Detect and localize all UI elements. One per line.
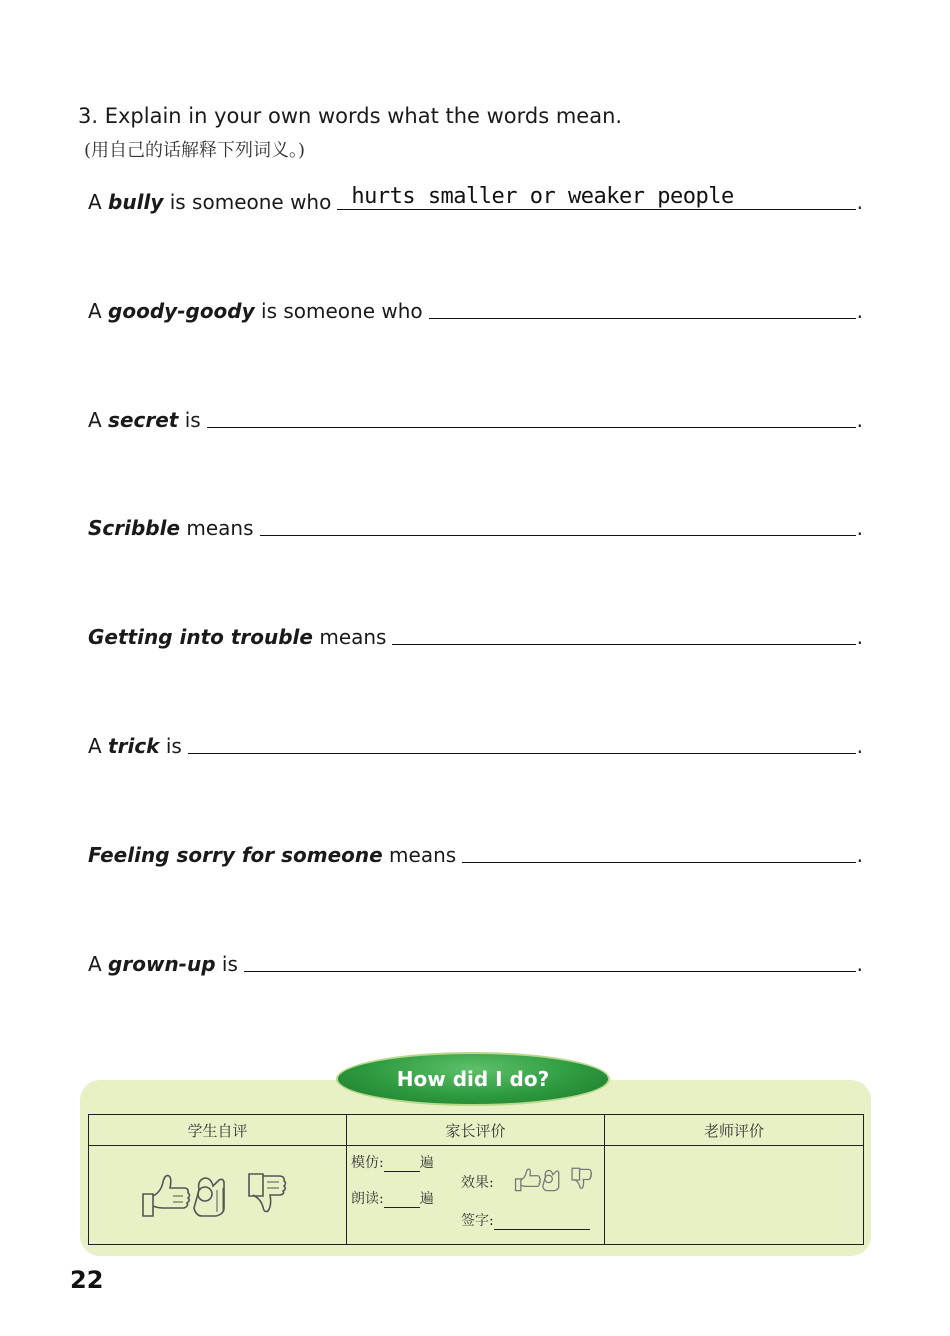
line-end: . <box>856 190 863 214</box>
row-suffix: is someone who <box>254 299 423 323</box>
row-prefix: A <box>88 190 109 214</box>
row-prefix: A <box>88 299 109 323</box>
effect-label: 效果: <box>461 1175 494 1191</box>
rating-icons <box>137 1166 297 1226</box>
row-suffix: is <box>159 734 182 758</box>
question-subheading: (用自己的话解释下列词义。) <box>84 140 306 161</box>
answer-field[interactable] <box>188 731 856 754</box>
evaluation-table <box>88 1114 864 1245</box>
row-term: Getting into trouble <box>88 625 313 649</box>
line-end: . <box>856 408 863 432</box>
thumbs-up-icon[interactable] <box>516 1169 541 1191</box>
imitate-count-field[interactable] <box>384 1155 420 1172</box>
row-term: trick <box>108 734 160 758</box>
evaluation-title: How did I do? <box>396 1067 550 1091</box>
imitate-line <box>351 1152 434 1172</box>
row-suffix: means <box>312 625 387 649</box>
line-end: . <box>856 299 863 323</box>
answer-field[interactable] <box>392 622 855 645</box>
answer-field[interactable] <box>337 184 855 210</box>
read-line <box>351 1188 434 1208</box>
page-number: 22 <box>70 1266 104 1294</box>
answer-field[interactable] <box>260 513 856 536</box>
evaluation-title-badge <box>336 1052 610 1106</box>
student-self-eval-cell <box>89 1146 347 1245</box>
answer-field[interactable] <box>462 840 855 863</box>
row-term: bully <box>108 190 164 214</box>
imitate-unit: 遍 <box>419 1155 434 1171</box>
sign-label: 签字: <box>461 1213 494 1229</box>
definition-row <box>88 291 863 323</box>
row-suffix: is someone who <box>163 190 332 214</box>
answer-field[interactable] <box>429 296 856 319</box>
imitate-label: 模仿: <box>351 1155 384 1171</box>
answer-field[interactable] <box>207 405 856 428</box>
column-header-parent: 家长评价 <box>347 1115 605 1146</box>
line-end: . <box>856 952 863 976</box>
line-end: . <box>856 516 863 540</box>
parent-eval-cell <box>347 1146 605 1245</box>
definition-row <box>88 508 863 540</box>
read-count-field[interactable] <box>384 1191 420 1208</box>
teacher-eval-cell <box>605 1146 864 1245</box>
row-suffix: is <box>215 952 238 976</box>
row-term: Scribble <box>88 516 181 540</box>
thumbs-down-icon[interactable] <box>249 1174 286 1212</box>
ok-hand-icon[interactable] <box>194 1178 224 1216</box>
row-prefix: A <box>88 408 109 432</box>
signature-field[interactable] <box>494 1213 590 1230</box>
thumbs-up-icon[interactable] <box>143 1176 190 1216</box>
row-term: Feeling sorry for someone <box>88 843 383 867</box>
row-term: goody-goody <box>108 299 255 323</box>
question-heading: 3. Explain in your own words what the words mean. <box>78 104 623 128</box>
definition-row <box>88 944 863 976</box>
read-unit: 遍 <box>419 1191 434 1207</box>
answer-text: hurts smaller or weaker people <box>351 184 734 209</box>
definition-row <box>88 726 863 758</box>
column-header-teacher: 老师评价 <box>605 1115 864 1146</box>
column-header-student: 学生自评 <box>89 1115 347 1146</box>
line-end: . <box>856 734 863 758</box>
row-prefix: A <box>88 734 109 758</box>
thumbs-down-icon[interactable] <box>572 1168 591 1188</box>
answer-field[interactable] <box>244 949 856 972</box>
row-term: grown-up <box>108 952 216 976</box>
row-suffix: means <box>180 516 254 540</box>
row-suffix: means <box>382 843 457 867</box>
effect-rating-icons <box>511 1164 599 1196</box>
row-term: secret <box>108 408 179 432</box>
line-end: . <box>856 625 863 649</box>
definition-row <box>88 400 863 432</box>
row-suffix: is <box>178 408 201 432</box>
definition-row <box>88 182 863 214</box>
line-end: . <box>856 843 863 867</box>
sign-line <box>461 1210 590 1230</box>
definition-row <box>88 835 863 867</box>
ok-hand-icon[interactable] <box>543 1170 559 1190</box>
definition-row <box>88 617 863 649</box>
read-label: 朗读: <box>351 1191 384 1207</box>
row-prefix: A <box>88 952 109 976</box>
